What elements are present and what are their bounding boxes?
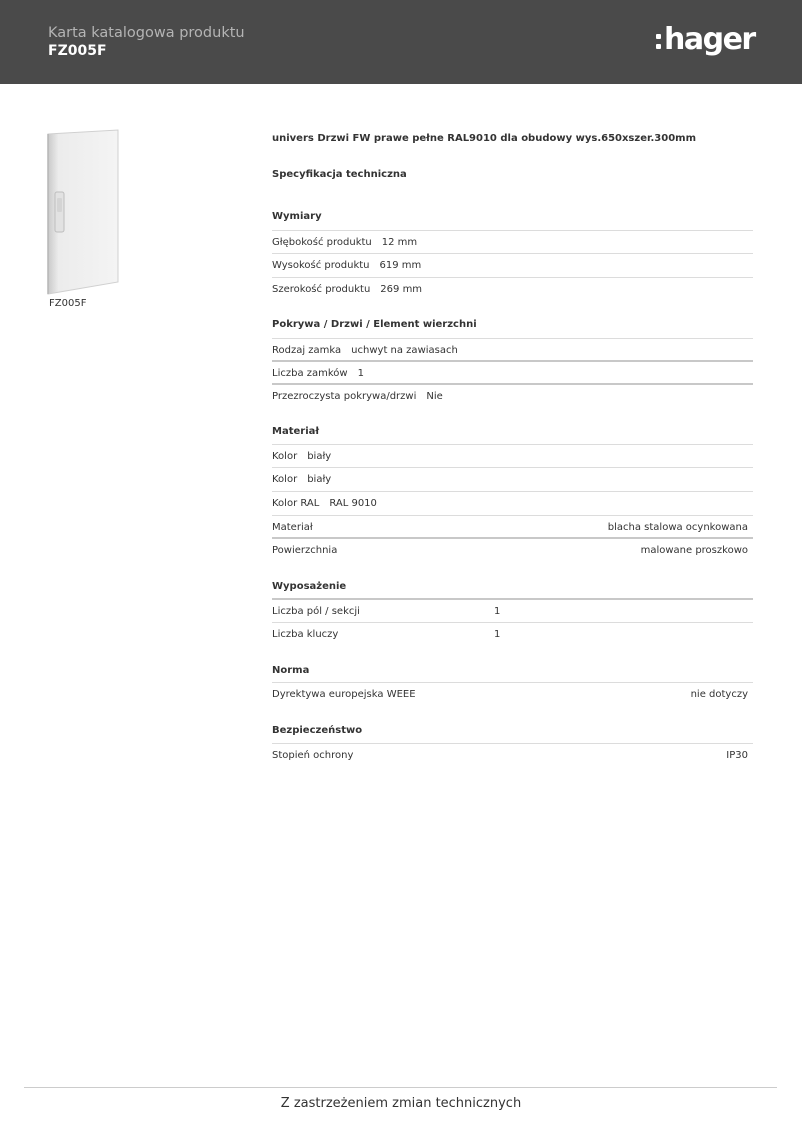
spec-value: RAL 9010: [329, 498, 377, 509]
spec-value: malowane proszkowo: [640, 545, 748, 556]
spec-value: IP30: [726, 750, 748, 761]
spec-row: [272, 491, 753, 514]
spec-label: Kolor: [272, 474, 298, 485]
spec-value: 1: [494, 606, 501, 617]
spec-value: 1: [357, 368, 364, 379]
spec-value: Nie: [426, 391, 443, 402]
spec-row: [272, 338, 753, 361]
spec-label: Rodzaj zamka: [272, 345, 342, 356]
footer-divider: [24, 1087, 777, 1088]
section-title-wymiary: Wymiary: [272, 211, 322, 222]
spec-row: [272, 360, 753, 383]
spec-value: 1: [494, 629, 501, 640]
spec-row: [272, 277, 753, 300]
section-title-pokrywa: Pokrywa / Drzwi / Element wierzchni: [272, 319, 477, 330]
spec-label: Dyrektywa europejska WEEE: [272, 689, 416, 700]
spec-value: biały: [307, 451, 332, 462]
spec-row: [272, 598, 753, 621]
logo-text: hager: [664, 22, 755, 57]
spec-value: blacha stalowa ocynkowana: [607, 522, 748, 533]
spec-row: [272, 253, 753, 276]
spec-label: Szerokość produktu: [272, 284, 371, 295]
product-door-image: [46, 128, 122, 298]
hager-logo: [656, 22, 756, 60]
spec-row: [272, 383, 753, 406]
spec-row: [272, 467, 753, 490]
spec-label: Liczba zamków: [272, 368, 348, 379]
spec-value: nie dotyczy: [690, 689, 748, 700]
spec-label: Kolor RAL: [272, 498, 320, 509]
section-title-norma: Norma: [272, 665, 310, 676]
product-code: FZ005F: [48, 43, 107, 59]
spec-label: Przezroczysta pokrywa/drzwi: [272, 391, 417, 402]
section-title-material: Materiał: [272, 426, 320, 437]
spec-value: 12 mm: [381, 237, 418, 248]
spec-row: [272, 515, 753, 538]
logo-dots-icon: [656, 33, 662, 51]
product-image-label: FZ005F: [49, 298, 87, 309]
footer-disclaimer: Z zastrzeżeniem zmian technicznych: [280, 1096, 522, 1111]
document-type: Karta katalogowa produktu: [48, 25, 245, 41]
spec-value: uchwyt na zawiasach: [351, 345, 458, 356]
spec-row: [272, 743, 753, 766]
spec-value: 619 mm: [379, 260, 422, 271]
spec-heading: Specyfikacja techniczna: [272, 169, 407, 180]
spec-label: Wysokość produktu: [272, 260, 370, 271]
spec-label: Liczba kluczy: [272, 629, 339, 640]
spec-row: [272, 230, 753, 253]
spec-label: Powierzchnia: [272, 545, 338, 556]
spec-value: biały: [307, 474, 332, 485]
spec-row: [272, 444, 753, 467]
spec-value: 269 mm: [380, 284, 423, 295]
spec-row: [272, 537, 753, 560]
spec-label: Stopień ochrony: [272, 750, 354, 761]
spec-row: [272, 682, 753, 705]
spec-label: Głębokość produktu: [272, 237, 372, 248]
spec-row: [272, 622, 753, 645]
page-header: [0, 0, 802, 84]
spec-label: Liczba pól / sekcji: [272, 606, 360, 617]
section-title-wyposazenie: Wyposażenie: [272, 581, 347, 592]
product-title: univers Drzwi FW prawe pełne RAL9010 dla obudowy wys.650xszer.300mm: [272, 133, 697, 144]
section-title-bezpieczenstwo: Bezpieczeństwo: [272, 725, 363, 736]
spec-label: Materiał: [272, 522, 313, 533]
spec-label: Kolor: [272, 451, 298, 462]
